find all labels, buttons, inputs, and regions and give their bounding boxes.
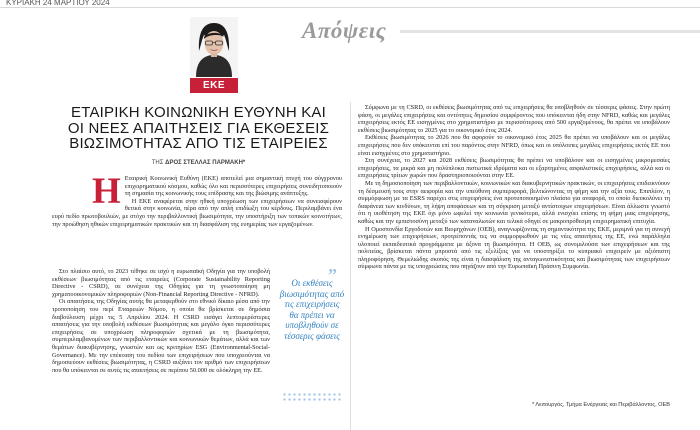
paragraph: Με τη δημοσιοποίηση των περιβαλλοντικών, κοινωνικών και διακυβερνητικών πρακτικών, οι επιχειρήσεις επιδεικνύουν τη δέσμευσή τους στην αειφορία και την υπεύθυνη συμπεριφορά, βελτιώνοντας τη φήμη και την αξία τους. Επιπλέον, η συμμόρφωση με τα ESRS παρέχει στις επιχειρήσεις ένα προτυποποιημένο πλαίσιο για αναφορά, το οποίο διευκολύνει τη διαφάνεια των κινδύνων, τη λήψη αποφάσεων και τη σύγκριση μεταξύ αντίστοιχων επιχειρήσεων. Είναι άλλωστε γνωστό ότι η υιοθέτηση της ΕΚΕ όχι μόνο ωφελεί την κοινωνία γενικότερα, αλλά ενισχύει επίσης τη φήμη μιας επιχείρησης, καθώς και την εμπιστοσύνη μεταξύ των καταναλωτών και τελικά οδηγεί σε μακροπρόθεσμη επιχειρηματική επιτυχία. [358,179,670,225]
headline-line: ΒΙΩΣΙΜΟΤΗΤΑΣ ΑΠΟ ΤΙΣ ΕΤΑΙΡΕΙΕΣ [69,135,328,152]
left-column-text [52,268,270,430]
headline-line: ΟΙ ΝΕΕΣ ΑΠΑΙΤΗΣΕΙΣ ΓΙΑ ΕΚΘΕΣΕΙΣ [67,119,330,137]
paragraph: Εκθέσεις βιωσιμότητας το 2026 που θα αφορούν το οικονομικό έτος 2025 θα πρέπει να υποβάλουν και οι μεγάλες επιχειρήσεις που δεν υπόκεινται επί του παρόντος στην NFRD, όπως και οι υπόλοιπες μεγάλες επιχειρήσεις εκτός ΕΕ που είναι εισηγμένες στο χρηματιστήριο. [358,134,670,157]
column-divider [350,102,351,430]
paragraph: Στη συνέχεια, το 2027 και 2028 εκθέσεις βιωσιμότητας θα πρέπει να υποβάλουν και οι εισηγμένες μικρομεσαίες επιχειρήσεις, τα μικρά και μη πολύπλοκα πιστωτικά ιδρύματα και οι εξαρτημένες ασφαλιστικές επιχειρήσεις, αλλά και οι επιχειρήσεις τρίτων χωρών που δραστηριοποιούνται στην ΕΕ. [358,157,670,180]
issue-date: ΚΥΡΙΑΚΗ 24 ΜΑΡΤΙΟΥ 2024 [6,0,110,7]
article-headline [52,105,345,152]
author-name: ΔΡΟΣ ΣΤΕΛΛΑΣ ΠΑΡΜΑΚΗ* [165,160,246,166]
paragraph: Στο πλαίσιο αυτό, το 2023 τέθηκε σε ισχύ η ευρωπαϊκή Οδηγία για την υποβολή εκθέσεων βιωσιμότητας από τις εταιρείες (Corporate Sustainability Reporting Directive - CSRD), σε συνέχεια της Οδηγίας για τη γνωστοποίηση μη χρηματοοικονομικών πληροφοριών (Non-Financial Reporting Directive - NFRD). [52,268,270,298]
drop-cap: Η [92,175,121,212]
section-title-rule [400,30,700,33]
paragraph: Η Ομοσπονδία Εργοδοτών και Βιομηχάνων (ΟΕΒ), αναγνωρίζοντας τη σημαντικότητα της ΕΚΕ, μεριμνά για τη συνεχή ενημέρωση των επιχειρήσεων, προτρέποντάς τες να συμμορφωθούν με τις νέες απαιτήσεις της ΕΕ, ενώ παράλληλα υλοποιεί εκπαιδευτικά προγράμματα με άξονα τη βιωσιμότητα. Η ΟΕΒ, ως συνομιλούσα των επιχειρήσεων και της πολιτείας, βρίσκεται πάντα μπροστά από τις εξελίξεις για να υποστηρίξει το κυπριακό επιχειρείν με αξιόπιστη πληροφόρηση. Θεμελιώδης σκοπός της είναι η διασφάλιση της ανταγωνιστικότητας και βιωσιμότητας των επιχειρήσεων σύμφωνα πάντα με τις υποχρεώσεις που πηγάζουν από την Ευρωπαϊκή Πράσινη Συμφωνία. [358,225,670,271]
intro-text [52,175,342,275]
paragraph: Σύμφωνα με τη CSRD, οι εκθέσεις βιωσιμότητας από τις επιχειρήσεις θα υποβληθούν σε τέσσερις φάσεις. Στην πρώτη φάση, οι μεγάλες επιχειρήσεις και οντότητες δημοσίου συμφέροντος που υπόκεινται ήδη στην NFRD, καθώς και μεγάλες επιχειρήσεις εκτός ΕΕ εισηγμένες στο χρηματιστήριο με περισσότερους από 500 εργαζομένους, θα πρέπει να υποβάλουν εκθέσεις βιωσιμότητας το 2025 για το οικονομικό έτος 2024. [358,104,670,134]
top-divider [0,7,700,8]
byline [52,160,345,166]
headline-line: ΕΤΑΙΡΙΚΗ ΚΟΙΝΩΝΙΚΗ ΕΥΘΥΝΗ ΚΑΙ [71,104,326,121]
author-photo [190,17,238,77]
paragraph: Εταιρική Κοινωνική Ευθύνη (ΕΚΕ) αποτελεί μια σημαντική πτυχή του σύγχρονου επιχειρηματικού κόσμου, καθώς όλο και περισσότερες επιχειρήσεις συνειδητοποιούν τη σημασία της κοινωνικής τους επίδρασης και της βιώσιμης ανάπτυξης. [124,175,342,198]
quote-mark-icon: ” [328,265,337,285]
pull-quote-dots [282,392,342,402]
right-column-text [358,104,670,394]
author-footnote: * Λειτουργός, Τμήμα Ενέργειας και Περιβάλλοντος, ΟΕΒ [531,402,670,408]
pull-quote: Οι εκθέσεις βιωσιμότητας από τις επιχειρήσεις θα πρέπει να υποβληθούν σε τέσσερις φάσεις [279,278,345,341]
paragraph: Η ΕΚΕ αναφέρεται στην ηθική υποχρέωση των επιχειρήσεων να συνεισφέρουν θετικά στην κοινωνία, πέρα από την απλή επιδίωξη του κέρδους. Περιλαμβάνει ένα ευρύ πεδίο πρωτοβουλιών, με στόχο την περιβαλλοντική βιωσιμότητα, την υποστήριξη των τοπικών κοινοτήτων, την προώθηση ηθικών επιχειρηματικών πρακτικών και τη διασφάλιση της ευημερίας των εργαζομένων. [52,197,342,228]
section-badge: ΕΚΕ [190,78,238,93]
section-title: Απόψεις [302,18,387,43]
paragraph: Οι απαιτήσεις της Οδηγίας αυτής θα μεταφερθούν στο εθνικό δίκαιο μέσα από την τροποποίηση του περί Εταιρειών Νόμου, η οποία θα βρίσκεται σε δημόσια διαβούλευση μέχρι τις 5 Απριλίου 2024. Η CSRD εισάγει λεπτομερέστερες απαιτήσεις για την υποβολή εκθέσεων βιωσιμότητας και μεγάλο όγκο περισσότερες επιχειρήσεις σε υποχρέωση πληροφοριών σχετικά με τη βιωσιμότητα, συμπεριλαμβανομένων των περιβαλλοντικών και κοινωνικών θεμάτων, αλλά και των θεμάτων διακυβέρνησης, γνωστών και ως κριτηρίων ESG (Environmental-Social-Governance). Με την επέκταση του πεδίου των επιχειρήσεων που υποχρεούνται να δημοσιεύουν εκθέσεις βιωσιμότητας, η CSRD αυξάνει τον αριθμό των επιχειρήσεων που θα υπόκεινται σε αυτές τις απαιτήσεις σε περίπου 50.000 σε ολόκληρη την ΕΕ. [52,298,270,374]
byline-prefix: ΤΗΣ [151,160,164,166]
